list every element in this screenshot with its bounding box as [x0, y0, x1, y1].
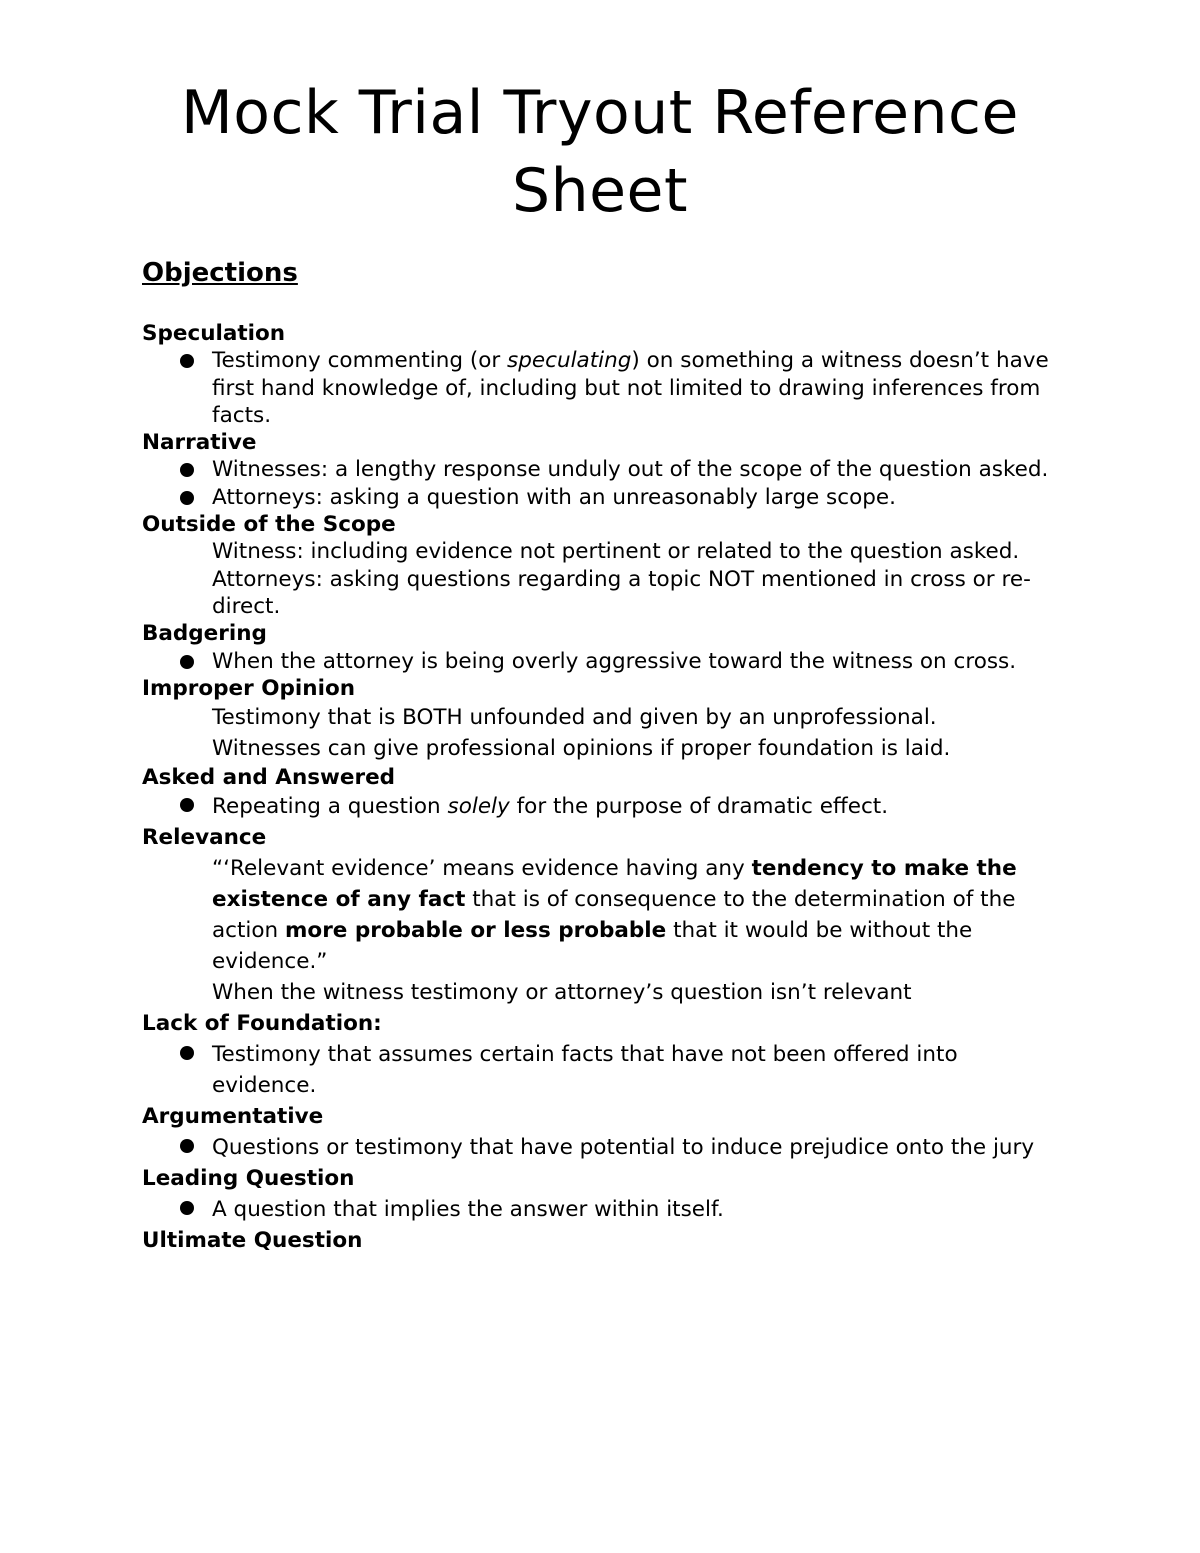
objection-item: Testimony that is BOTH unfounded and given by an unprofessional. [212, 705, 937, 731]
objection-item: Attorneys: asking a question with an unreasonably large scope. [142, 484, 1062, 511]
section-heading-objections: Objections [142, 258, 298, 288]
objections-list [142, 320, 1062, 1256]
objection-heading-improper-opinion: Improper Opinion [142, 675, 356, 701]
objection-heading-narrative: Narrative [142, 430, 257, 456]
objection-heading-ultimate-question: Ultimate Question [142, 1228, 363, 1254]
page-title-line-2: Sheet [512, 156, 688, 226]
objection-heading-relevance: Relevance [142, 825, 267, 851]
objection-item: A question that implies the answer within itself. [142, 1194, 1062, 1225]
objection-item: Questions or testimony that have potential to induce prejudice onto the jury [142, 1132, 1062, 1163]
objection-heading-leading-question: Leading Question [142, 1166, 355, 1192]
objection-heading-asked-answered: Asked and Answered [142, 765, 396, 791]
objection-item: Attorneys: asking questions regarding a topic NOT mentioned in cross or re-direct. [212, 566, 1031, 619]
objection-heading-badgering: Badgering [142, 621, 267, 647]
objection-heading-argumentative: Argumentative [142, 1104, 324, 1130]
objection-item: Witnesses can give professional opinions if proper foundation is laid. [212, 736, 951, 762]
objection-heading-outside-scope: Outside of the Scope [142, 512, 396, 538]
objection-item-relevance-quote: “‘Relevant evidence’ means evidence having any tendency to make the existence of any fact that is of consequence to the determination of the action more probable or less probable that it would be without the evidence.” [212, 856, 1017, 975]
objection-heading-speculation: Speculation [142, 321, 286, 346]
objection-item: Testimony commenting (or speculating) on something a witness doesn’t have first hand knowledge of, including but not limited to drawing inferences from facts. [142, 347, 1062, 429]
objection-item: Witnesses: a lengthy response unduly out of the scope of the question asked. [142, 456, 1062, 483]
page-title-line-1: Mock Trial Tryout Reference [181, 78, 1019, 148]
objection-item: Witness: including evidence not pertinent or related to the question asked. [212, 539, 1020, 565]
objection-item: Repeating a question solely for the purpose of dramatic effect. [142, 791, 1062, 822]
objection-heading-lack-of-foundation: Lack of Foundation: [142, 1011, 382, 1037]
objection-item: When the witness testimony or attorney’s question isn’t relevant [212, 980, 912, 1006]
objection-item: Testimony that assumes certain facts that have not been offered into evidence. [142, 1039, 1062, 1101]
objection-item: When the attorney is being overly aggressive toward the witness on cross. [142, 648, 1062, 675]
